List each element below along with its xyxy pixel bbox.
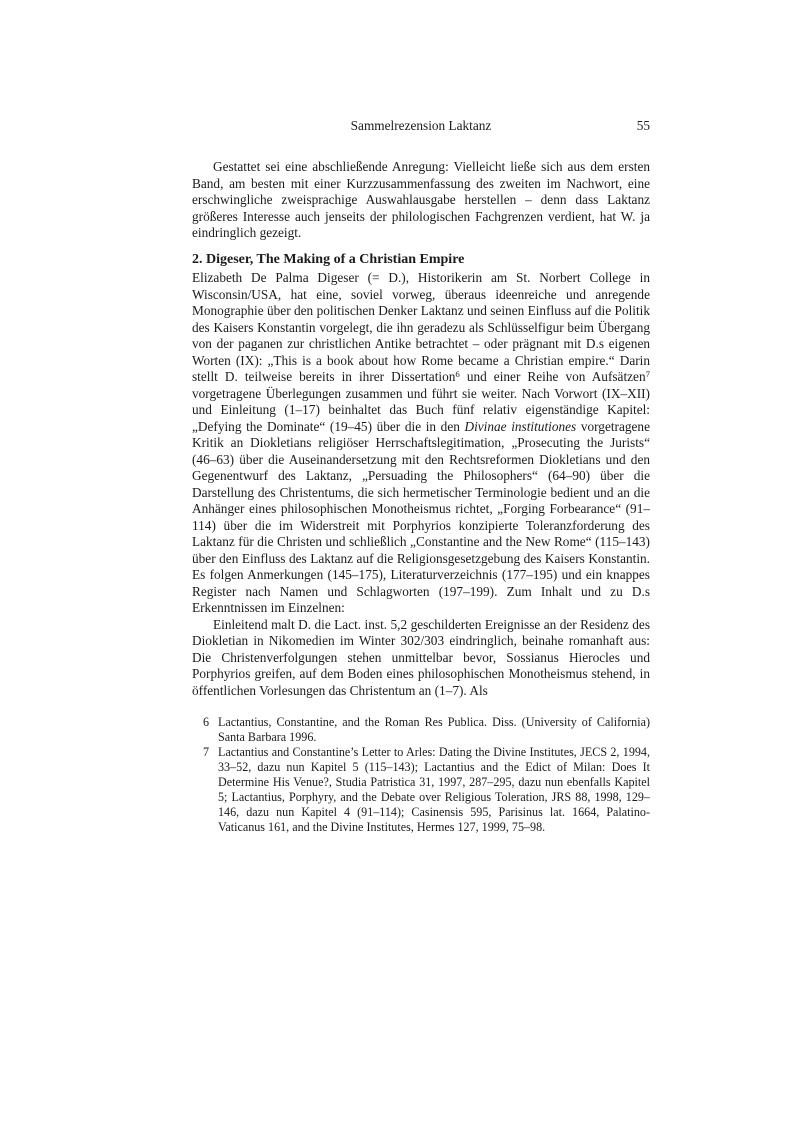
italic-title-run: Divinae institutiones xyxy=(464,418,577,434)
text-run: vorgetragene Kritik an Diokletians religiöser Herrschaftslegitimation, „Prosecuting the Jurists“ (46–63) über die Auseinandersetzung mit den Rechtsreformen Diokletians und den Gegenentwurf des Laktanz, „Persuading the Philosophers“ (64–90) über die Darstellung des Christentums, die sich hermetischer Terminologie bedient und an die Anhänger eines philosophischen Monotheismus richtet, „Forging Forbearance“ (91–114) über die im Widerstreit mit Porphyrios konzipierte Toleranzforderung des Laktanz für die Christen und schließlich „Constantine and the New Rome“ (115–143) über den Einfluss des Laktanz auf die Religionsgesetzgebung des Kaisers Konstantin. Es folgen Anmerkungen (145–175), Literaturverzeichnis (177–195) und ein knappes Register nach Namen und Schlagworten (197–199). Zum Inhalt und zu D.s Erkenntnissen im Einzelnen: xyxy=(192,418,650,615)
footnote-7-number: 7 xyxy=(203,745,210,759)
running-header xyxy=(192,118,650,134)
paragraph-closing-remark: Gestattet sei eine abschließende Anregung: Vielleicht ließe sich aus dem ersten Band, am besten mit einer Kurzzusammenfassung des zweiten im Nachwort, eine erschwingliche zweisprachige Auswahlausgabe herstellen – denn dass Laktanz größeres Interesse auch jenseits der philologischen Fachgrenzen verdient, hat W. ja eindringlich gezeigt. xyxy=(192,159,650,240)
footnote-6-text: Lactantius, Constantine, and the Roman Res Publica. Diss. (University of California) Santa Barbara 1996. xyxy=(218,715,650,744)
footnote-marker: 6 xyxy=(455,369,460,380)
footnote-7 xyxy=(192,745,650,835)
main-text-flow xyxy=(192,270,650,699)
text-run: vorgetragene Überlegungen zusammen und führt sie weiter. Nach Vorwort (IX–XII) und Einleitung (1–17) beinhaltet das Buch fünf relativ eigenständige Kapitel: „Defying the Dominate“ (19–45) über die in den xyxy=(192,385,650,434)
text-block xyxy=(192,0,650,1131)
running-header-title: Sammelrezension Laktanz xyxy=(350,118,492,133)
footnote-7-text: Lactantius and Constantine’s Letter to Arles: Dating the Divine Institutes, JECS 2, 1994, 33–52, dazu nun Kapitel 5 (115–143); Lactantius and the Edict of Milan: Does It Determine His Venue?, Studia Patristica 31, 1997, 287–295, dazu nun ebenfalls Kapitel 5; Lactantius, Porphyry, and the Debate over Religious Toleration, JRS 88, 1998, 129–146, dazu nun Kapitel 4 (91–114); Casinensis 595, Parisinus lat. 1664, Palatino-Vaticanus 161, and the Divine Institutes, Hermes 127, 1999, 75–98. xyxy=(218,745,650,834)
section-heading: 2. Digeser, The Making of a Christian Empire xyxy=(192,252,465,267)
text-run: und einer Reihe von Aufsätzen xyxy=(459,369,646,384)
footnotes-section xyxy=(192,715,650,835)
footnote-marker: 7 xyxy=(645,369,650,380)
footnote-6-number: 6 xyxy=(203,715,210,729)
paragraph-review-overview xyxy=(192,270,650,617)
text-run: Elizabeth De Palma Digeser (= D.), Historikerin am St. Norbert College in Wisconsin/USA, hat eine, soviel vorweg, überaus ideenreiche und anregende Monographie über den politischen Denker Laktanz und seinen Einfluss auf die Politik des Kaisers Konstantin vorgelegt, die ihn geradezu als Schlüsselfigur beim Übergang von der paganen zur christlichen Antike betrachtet – oder prägnant mit D.s eigenen Worten (IX): „This is a book about how Rome became a Christian empire.“ Darin stellt D. teilweise bereits in ihrer Dissertation xyxy=(192,270,650,384)
paragraph-content-summary: Einleitend malt D. die Lact. inst. 5,2 geschilderten Ereignisse an der Residenz des Diokletian in Nikomedien im Winter 302/303 eindringlich, beinahe romanhaft aus: Die Christenverfolgungen stehen unmittelbar bevor, Sossianus Hierocles und Porphyrios greifen, auf dem Boden eines philosophischen Monotheismus stehend, in öffentlichen Vorlesungen das Christentum an (1–7). Als xyxy=(192,616,650,698)
footnote-6 xyxy=(192,715,650,745)
page-number: 55 xyxy=(636,118,650,133)
